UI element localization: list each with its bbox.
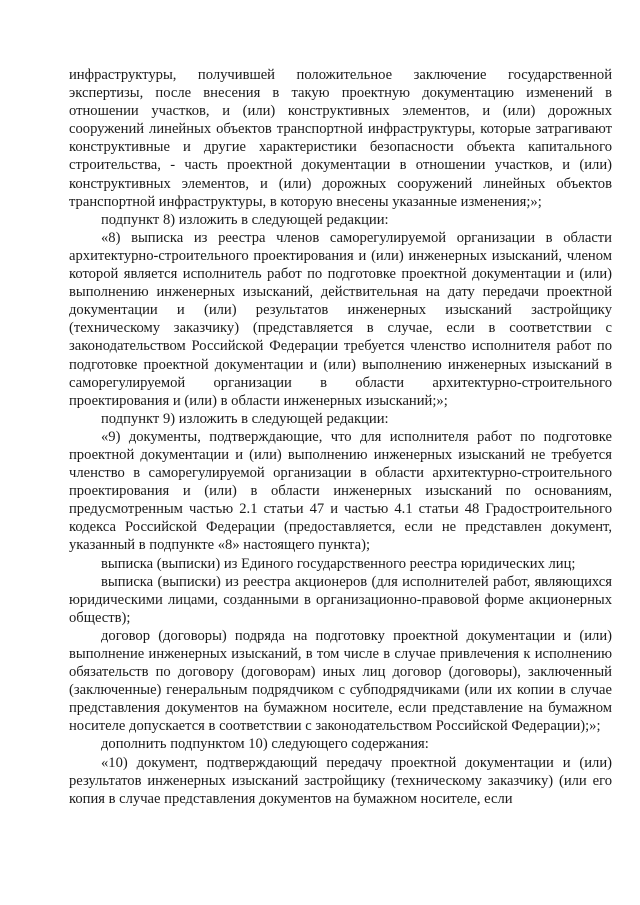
paragraph: «9) документы, подтверждающие, что для исполнителя работ по подготовке проектной документации и (или) выполнению инженерных изысканий не требуется членство в саморегулируемой организации в области архитектурно-строительного проектирования и (или) в области инженерных изысканий по основаниям, предусмотренным частью 2.1 статьи 47 и частью 4.1 статьи 48 Градостроительного кодекса Российской Федерации (предоставляется, если не представлен документ, указанный в подпункте «8» настоящего пункта); (69, 428, 612, 554)
paragraph: договор (договоры) подряда на подготовку проектной документации и (или) выполнение инженерных изысканий, в том числе в случае привлечения к исполнению обязательств по договору (договорам) иных лиц договор (договоры), заключенный (заключенные) генеральным подрядчиком с субподрядчиками (или их копии в случае представления документов на бумажном носителе, если представление на бумажном носителе допускается в соответствии с законодательством Российской Федерации);»; (69, 627, 612, 735)
paragraph: подпункт 9) изложить в следующей редакции: (101, 410, 389, 427)
paragraph: «10) документ, подтверждающий передачу проектной документации и (или) результатов инженерных изысканий застройщику (техническому заказчику) (или его копия в случае представления документов на бумажном носителе, если (69, 754, 612, 807)
document-page (69, 66, 612, 808)
paragraph: дополнить подпунктом 10) следующего содержания: (101, 736, 429, 753)
paragraph: выписка (выписки) из Единого государственного реестра юридических лиц; (101, 555, 576, 572)
paragraph: подпункт 8) изложить в следующей редакции: (101, 211, 389, 228)
paragraph: выписка (выписки) из реестра акционеров (для исполнителей работ, являющихся юридическими лицами, созданными в организационно-правовой форме акционерных обществ); (69, 573, 612, 626)
paragraph: «8) выписка из реестра членов саморегулируемой организации в области архитектурно-строительного проектирования и (или) инженерных изысканий, членом которой является исполнитель работ по подготовке проектной документации и (или) выполнению инженерных изысканий, действительная на дату передачи проектной документации и (или) результатов инженерных изысканий застройщику (техническому заказчику) (представляется в случае, если в соответствии с законодательством Российской Федерации требуется членство исполнителя работ по подготовке проектной документации и (или) выполнению инженерных изысканий в саморегулируемой организации в области архитектурно-строительного проектирования и (или) в области инженерных изысканий;»; (69, 229, 612, 409)
paragraph: инфраструктуры, получившей положительное заключение государственной экспертизы, после внесения в такую проектную документацию изменений в отношении участков, и (или) конструктивных элементов, и (или) дорожных сооружений линейных объектов транспортной инфраструктуры, которые затрагивают конструктивные и другие характеристики безопасности объекта капитального строительства, - часть проектной документации в отношении участков, и (или) конструктивных элементов, и (или) дорожных сооружений линейных объектов транспортной инфраструктуры, в которую внесены указанные изменения;»; (69, 67, 612, 210)
